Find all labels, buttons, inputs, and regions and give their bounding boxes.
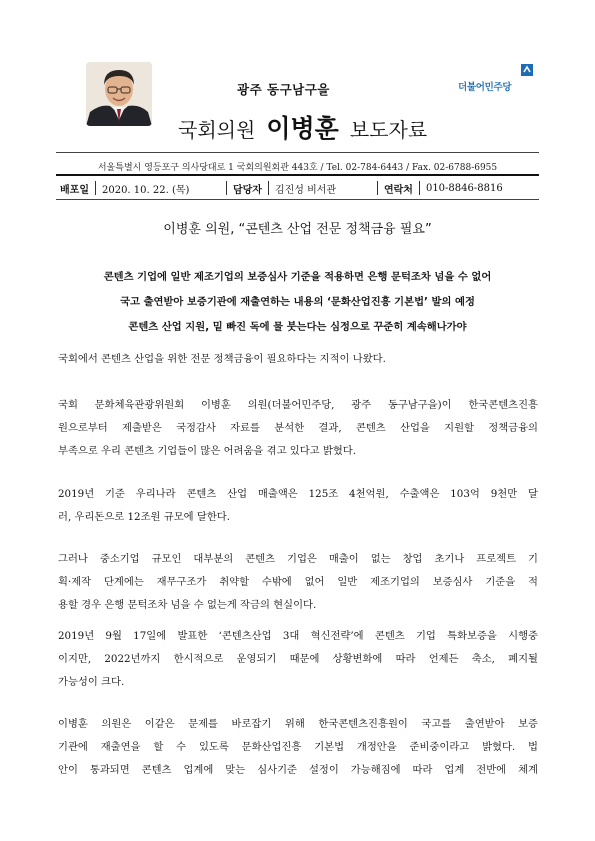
title-suffix: 보도자료 (349, 118, 428, 142)
release-date-label: 배포일 (60, 184, 89, 196)
page-title (178, 109, 427, 145)
title-prefix: 국회의원 (178, 118, 256, 142)
body-paragraph (58, 394, 538, 463)
paragraph-line: 기관에 재출연을 할 수 있도록 문화산업진흥 기본법 개정안을 준비중이라고 밝혔다. 법 (58, 741, 538, 753)
paragraph-line: 국회에서 콘텐츠 산업을 위한 전문 정책금융이 필요하다는 지적이 나왔다. (58, 353, 386, 365)
info-separator (268, 181, 269, 195)
paragraph-line: 가능성이 크다. (58, 676, 125, 688)
info-separator (95, 181, 96, 195)
paragraph-line: 원으로부터 제출받은 국정감사 자료를 분석한 결과, 콘텐츠 산업을 지원할 정책금융의 (58, 422, 538, 434)
header-divider (56, 152, 539, 153)
release-info-bar (56, 179, 539, 197)
paragraph-line: 용할 경우 은행 문턱조차 넘을 수 없는게 작금의 현실이다. (58, 599, 317, 611)
body-paragraph (58, 548, 538, 617)
paragraph-line: 그러나 중소기업 규모인 대부분의 콘텐츠 기업은 매출이 없는 창업 초기나 프로젝트 기 (58, 553, 538, 565)
office-address: 서울특별시 영등포구 의사당대로 1 국회의원회관 443호 / Tel. 02-784-6443 / Fax. 02-6788-6955 (97, 163, 498, 173)
subheadline: 콘텐츠 기업에 일반 제조기업의 보증심사 기준을 적용하면 은행 문턱조차 넘을 수 없어 (103, 271, 492, 283)
paragraph-line: 이지만, 2022년까지 한시적으로 운영되기 때문에 상황변화에 따라 언제든 축소, 폐지될 (58, 653, 538, 665)
paragraph-line: 국회 문화체육관광위원회 이병훈 의원(더불어민주당, 광주 동구남구을)이 한국콘텐츠진흥 (58, 399, 538, 411)
party-name: 더불어민주당 (458, 82, 512, 93)
staff-label: 담당자 (232, 184, 262, 196)
info-separator (419, 181, 420, 195)
paragraph-line: 러, 우리돈으로 12조원 규모에 달한다. (58, 511, 230, 523)
paragraph-line: 이병훈 의원은 이같은 문제를 바로잡기 위해 한국콘텐츠진흥원이 국고를 출연받아 보증 (58, 718, 538, 730)
district-label: 광주 동구남구을 (237, 82, 330, 97)
paragraph-line: 2019년 기준 우리나라 콘텐츠 산업 매출액은 125조 4천억원, 수출액은 103억 9천만 달 (58, 488, 538, 500)
staff-value: 김진성 비서관 (274, 184, 337, 196)
body-paragraph (58, 625, 538, 694)
subheadline: 국고 출연받아 보증기관에 재출연하는 내용의 ‘문화산업진흥 기본법’ 발의 예정 (120, 296, 475, 308)
paragraph-line: 부족으로 우리 콘텐츠 기업들이 많은 어려움을 겪고 있다고 밝혔다. (58, 445, 357, 457)
body-paragraph (58, 348, 538, 371)
body-paragraph (58, 483, 538, 529)
subheadline: 콘텐츠 산업 지원, 밑 빠진 독에 물 붓는다는 심정으로 꾸준히 계속해나가야 (128, 321, 467, 333)
contact-label: 연락처 (383, 184, 413, 196)
body-paragraph (58, 713, 538, 782)
info-separator (226, 181, 227, 195)
info-separator (377, 181, 378, 195)
party-logo-icon (520, 63, 534, 77)
lawmaker-photo (86, 62, 152, 126)
release-date-value: 2020. 10. 22. (목) (101, 184, 190, 196)
paragraph-line: 2019년 9월 17일에 발표한 ‘콘텐츠산업 3대 혁신전략’에 콘텐츠 기업 특화보증을 시행중 (58, 630, 538, 642)
contact-value: 010-8846-8816 (425, 182, 503, 194)
headline: 이병훈 의원, “콘텐츠 산업 전문 정책금융 필요” (163, 222, 432, 237)
paragraph-line: 획·제작 단계에는 재무구조가 취약할 수밖에 없어 일반 제조기업의 보증심사 기준을 적 (58, 576, 538, 588)
title-name: 이병훈 (266, 114, 339, 143)
address-divider (56, 174, 539, 176)
paragraph-line: 안이 통과되면 콘텐츠 업계에 맞는 심사기준 설정이 가능해짐에 따라 업계 전반에 체계 (58, 764, 538, 776)
info-divider (56, 199, 539, 200)
